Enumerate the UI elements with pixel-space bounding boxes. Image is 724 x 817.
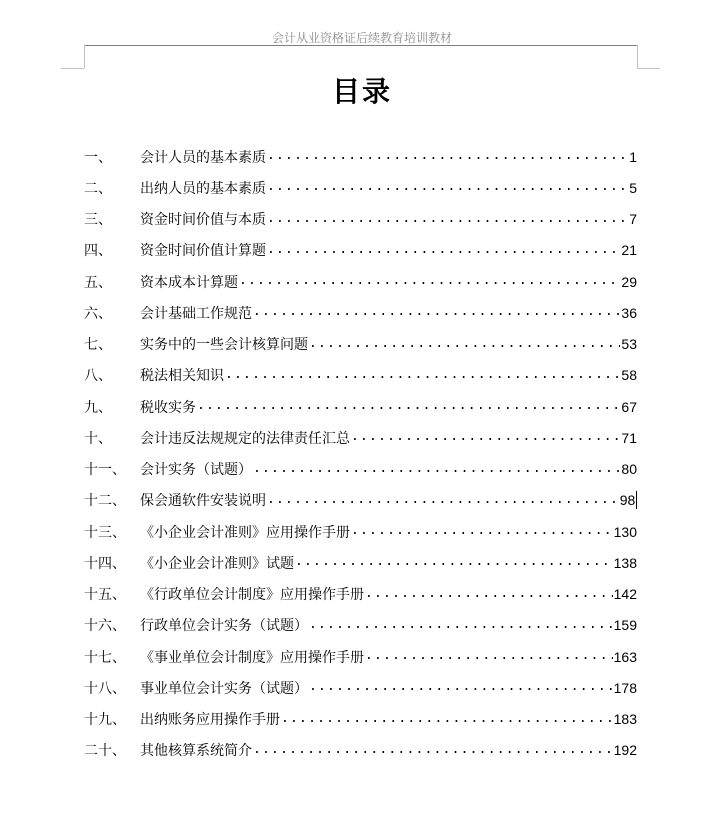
- margin-corner-left-h: [61, 68, 84, 69]
- dot-leader: [239, 273, 620, 288]
- toc-number: 二、: [84, 180, 112, 197]
- toc-entry-title: 税收实务: [140, 399, 196, 416]
- toc-entry-title: 会计实务（试题）: [140, 462, 252, 479]
- toc-number: 十八、: [84, 680, 126, 697]
- toc-number: 十五、: [84, 587, 126, 604]
- toc-number: 七、: [84, 337, 112, 354]
- toc-page-number: 29: [621, 273, 637, 290]
- toc-entry[interactable]: [84, 360, 637, 391]
- dot-leader: [295, 554, 613, 569]
- dot-leader: [267, 492, 619, 507]
- toc-number: 一、: [84, 149, 112, 166]
- toc-entry[interactable]: [84, 485, 637, 516]
- dot-leader: [225, 367, 620, 382]
- toc-entry[interactable]: [84, 391, 637, 422]
- toc-page-number: 159: [613, 617, 637, 634]
- toc-page-number: 1: [629, 148, 637, 165]
- toc-page-number: 7: [629, 211, 637, 228]
- dot-leader: [253, 742, 613, 757]
- page-header-text: 会计从业资格证后续教育培训教材: [271, 31, 452, 45]
- dot-leader: [253, 304, 620, 319]
- dot-leader: [253, 461, 620, 476]
- dot-leader: [309, 679, 613, 694]
- toc-number: 十、: [84, 430, 112, 447]
- table-of-contents: [84, 141, 637, 766]
- margin-corner-right-h: [637, 68, 660, 69]
- dot-leader: [365, 586, 613, 601]
- toc-page-number: 36: [621, 304, 637, 321]
- dot-leader: [351, 429, 620, 444]
- toc-number: 十一、: [84, 462, 126, 479]
- toc-entry-title: 税法相关知识: [140, 368, 224, 385]
- toc-entry[interactable]: [84, 266, 637, 297]
- dot-leader: [281, 711, 613, 726]
- toc-entry[interactable]: [84, 735, 637, 766]
- toc-entry-title: 出纳账务应用操作手册: [140, 712, 280, 729]
- margin-corner-right: [637, 45, 638, 68]
- toc-page-number: 142: [613, 586, 637, 603]
- toc-entry[interactable]: [84, 422, 637, 453]
- toc-page-number: 21: [621, 242, 637, 259]
- toc-number: 十九、: [84, 712, 126, 729]
- toc-page-number: 53: [621, 336, 637, 353]
- dot-leader: [267, 211, 628, 226]
- toc-entry[interactable]: [84, 297, 637, 328]
- toc-entry-title: 行政单位会计实务（试题）: [140, 618, 308, 635]
- toc-page-number: 192: [613, 742, 637, 759]
- toc-entry-title: 《行政单位会计制度》应用操作手册: [140, 587, 364, 604]
- toc-entry[interactable]: [84, 172, 637, 203]
- toc-page-number: 5: [629, 179, 637, 196]
- toc-page-number: 67: [621, 398, 637, 415]
- toc-page-number: 138: [613, 554, 637, 571]
- dot-leader: [309, 336, 620, 351]
- dot-leader: [197, 398, 620, 413]
- toc-page-number: 130: [613, 523, 637, 540]
- toc-entry[interactable]: [84, 516, 637, 547]
- dot-leader: [309, 617, 613, 632]
- toc-page-number: 98: [619, 492, 636, 509]
- toc-page-number: 71: [621, 429, 637, 446]
- toc-number: 十七、: [84, 649, 126, 666]
- toc-entry[interactable]: [84, 641, 637, 672]
- toc-entry[interactable]: [84, 672, 637, 703]
- toc-page-number: 58: [621, 367, 637, 384]
- toc-number: 三、: [84, 212, 112, 229]
- toc-entry-title: 资本成本计算题: [140, 274, 238, 291]
- toc-number: 六、: [84, 305, 112, 322]
- toc-entry[interactable]: [84, 610, 637, 641]
- toc-number: 九、: [84, 399, 112, 416]
- toc-entry-title: 《小企业会计准则》试题: [140, 555, 294, 572]
- toc-entry-title: 会计违反法规规定的法律责任汇总: [140, 430, 350, 447]
- margin-corner-left: [84, 45, 85, 68]
- toc-number: 十六、: [84, 618, 126, 635]
- dot-leader: [267, 179, 628, 194]
- toc-page-number: 183: [613, 711, 637, 728]
- toc-number: 十二、: [84, 493, 126, 510]
- toc-entry[interactable]: [84, 329, 637, 360]
- toc-entry-title: 会计人员的基本素质: [140, 149, 266, 166]
- toc-page-number: 178: [613, 679, 637, 696]
- toc-entry[interactable]: [84, 704, 637, 735]
- toc-number: 八、: [84, 368, 112, 385]
- text-cursor: [636, 491, 637, 509]
- toc-entry-title: 事业单位会计实务（试题）: [140, 680, 308, 697]
- toc-entry[interactable]: [84, 204, 637, 235]
- header-rule: [84, 45, 637, 46]
- toc-entry-title: 《事业单位会计制度》应用操作手册: [140, 649, 364, 666]
- toc-entry-title: 其他核算系统简介: [140, 743, 252, 760]
- toc-number: 二十、: [84, 743, 126, 760]
- toc-entry-title: 出纳人员的基本素质: [140, 180, 266, 197]
- dot-leader: [365, 648, 613, 663]
- toc-entry[interactable]: [84, 141, 637, 172]
- toc-number: 四、: [84, 243, 112, 260]
- toc-entry[interactable]: [84, 579, 637, 610]
- toc-entry[interactable]: [84, 235, 637, 266]
- toc-page-number: 163: [613, 648, 637, 665]
- toc-number: 五、: [84, 274, 112, 291]
- dot-leader: [267, 148, 628, 163]
- toc-entry-title: 实务中的一些会计核算问题: [140, 337, 308, 354]
- toc-entry-title: 会计基础工作规范: [140, 305, 252, 322]
- dot-leader: [267, 242, 620, 257]
- toc-title: 目录: [331, 75, 392, 108]
- toc-entry-title: 《小企业会计准则》应用操作手册: [140, 524, 350, 541]
- toc-entry-title: 保会通软件安装说明: [140, 493, 266, 510]
- toc-entry-title: 资金时间价值计算题: [140, 243, 266, 260]
- toc-number: 十三、: [84, 524, 126, 541]
- toc-entry[interactable]: [84, 454, 637, 485]
- toc-entry-title: 资金时间价值与本质: [140, 212, 266, 229]
- toc-number: 十四、: [84, 555, 126, 572]
- toc-entry[interactable]: [84, 547, 637, 578]
- toc-page-number: 80: [621, 461, 637, 478]
- dot-leader: [351, 523, 613, 538]
